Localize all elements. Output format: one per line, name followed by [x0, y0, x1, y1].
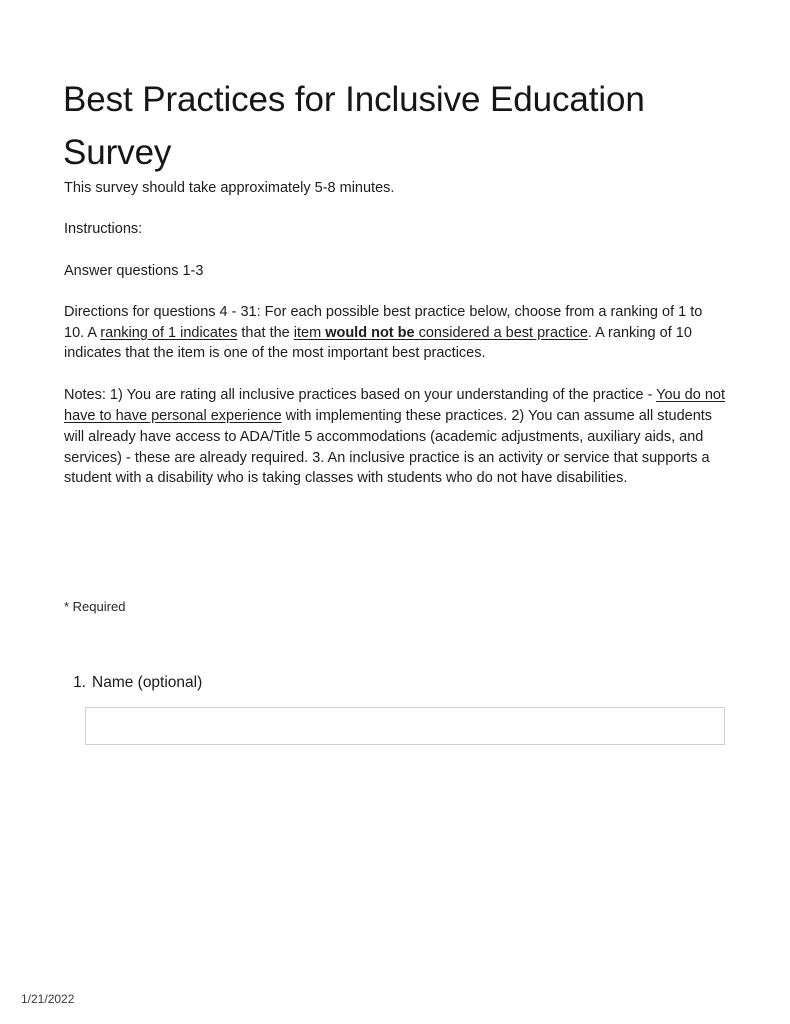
notes-text-part1: Notes: 1) You are rating all inclusive practices based on your understanding of the practice - [64, 387, 657, 404]
instructions-label: Instructions: [64, 221, 143, 238]
directions-text-part3: . A ranking of 10 indicates that the item is one of the most important best practices. [64, 324, 692, 362]
required-fields-note: * Required [64, 599, 126, 614]
directions-underlined-item: item [293, 324, 326, 341]
directions-bold-would-not-be: would not be [325, 324, 415, 341]
notes-paragraph [64, 385, 726, 489]
question-1-label: Name (optional) [92, 674, 203, 691]
answer-questions-text: Answer questions 1-3 [64, 262, 204, 279]
question-1 [64, 672, 726, 745]
directions-text-part2: that the [237, 324, 294, 341]
notes-text-part2: with implementing these practices. 2) You can assume all students will already have access to ADA/Title 5 accommodations (academic adjustments, auxiliary aids, and services) - these are already required. 3. An inclusive practice is an activity or service that supports a student with a disability who is taking classes with students who do not have disabilities. [64, 408, 713, 487]
directions-text-part1: Directions for questions 4 - 31: For each possible best practice below, choose from a ranking of 1 to 10. A [64, 303, 703, 341]
name-input[interactable] [85, 707, 725, 745]
question-1-header [64, 672, 726, 694]
question-1-number: 1. [73, 674, 86, 691]
survey-duration-text: This survey should take approximately 5-8 minutes. [64, 180, 395, 196]
directions-underlined-ranking: ranking of 1 indicates [100, 324, 238, 341]
page-title: Best Practices for Inclusive Education Survey [63, 80, 645, 173]
notes-underlined-experience: You do not have to have personal experience [64, 387, 725, 425]
directions-paragraph [64, 302, 726, 364]
directions-underlined-considered: considered a best practice [414, 324, 588, 341]
footer-date: 1/21/2022 [21, 992, 75, 1006]
intro-block [64, 178, 726, 489]
